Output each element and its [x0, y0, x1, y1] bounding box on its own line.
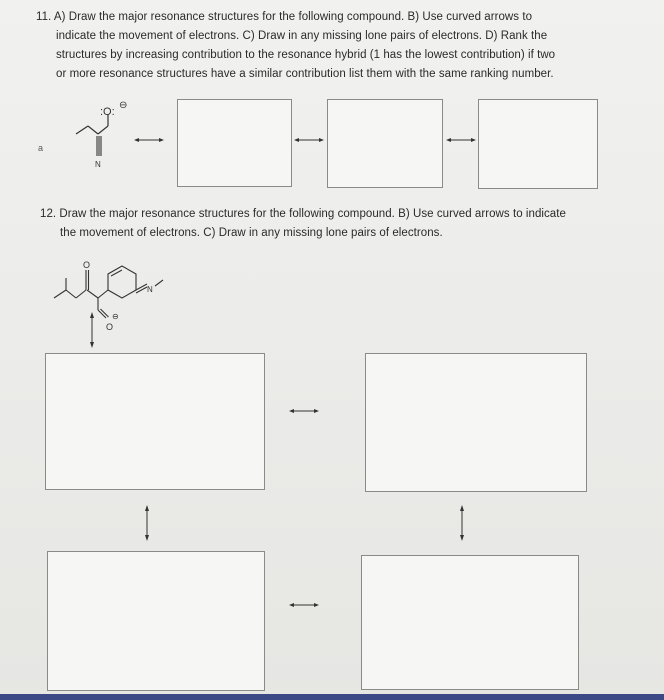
q12-resonance-arrow-2 — [141, 505, 153, 541]
q12-answer-box-1[interactable] — [45, 353, 265, 490]
q12-carbonyl-oxygen: O — [83, 260, 91, 270]
question-11-line-4: or more resonance structures have a similar contribution list them with the same ranking number. — [56, 68, 554, 80]
question-11-line-2: indicate the movement of electrons. C) Draw in any missing lone pairs of electrons. D) Rank the — [56, 30, 548, 42]
q12-resonance-arrow-1 — [289, 405, 319, 417]
q11-resonance-arrow-1 — [134, 134, 164, 146]
q12-answer-box-3[interactable] — [47, 551, 265, 691]
q12-answer-box-2[interactable] — [365, 353, 587, 492]
question-11-text — [36, 8, 636, 84]
q11-answer-box-1[interactable] — [177, 99, 292, 187]
q11-bond-left — [76, 126, 88, 134]
q11-nitrogen-label: N — [95, 160, 101, 169]
q11-resonance-arrow-2 — [294, 134, 324, 146]
q11-resonance-arrow-3 — [446, 134, 476, 146]
q11-answer-box-3[interactable] — [478, 99, 598, 189]
question-11-line-3: structures by increasing contribution to the resonance hybrid (1 has the lowest contribution) if two — [56, 49, 556, 61]
question-11-line-1: 11. A) Draw the major resonance structures for the following compound. B) Use curved arrows to — [36, 11, 533, 23]
q12-structure-arrow — [86, 312, 98, 348]
question-12-line-2: the movement of electrons. C) Draw in any missing lone pairs of electrons. — [60, 227, 443, 239]
q12-oxide-oxygen: O — [106, 322, 114, 332]
q12-structure — [50, 248, 190, 348]
question-12-line-1: 12. Draw the major resonance structures for the following compound. B) Use curved arrows to indicate — [40, 208, 566, 220]
q11-bond-right — [98, 126, 108, 134]
q12-nitrogen-label: N — [147, 285, 153, 294]
q12-answer-box-4[interactable] — [361, 555, 579, 690]
q11-answer-box-2[interactable] — [327, 99, 443, 188]
question-12-text — [40, 205, 640, 243]
q12-resonance-arrow-3 — [456, 505, 468, 541]
q11-bond-mid — [88, 126, 98, 134]
q11-charge: ⊖ — [119, 100, 128, 111]
part-a-label: a — [38, 143, 44, 153]
q12-resonance-arrow-4 — [289, 599, 319, 611]
bottom-edge-strip — [0, 694, 664, 700]
q12-charge: ⊖ — [112, 312, 119, 321]
q11-oxygen-label: :O: — [100, 106, 115, 118]
